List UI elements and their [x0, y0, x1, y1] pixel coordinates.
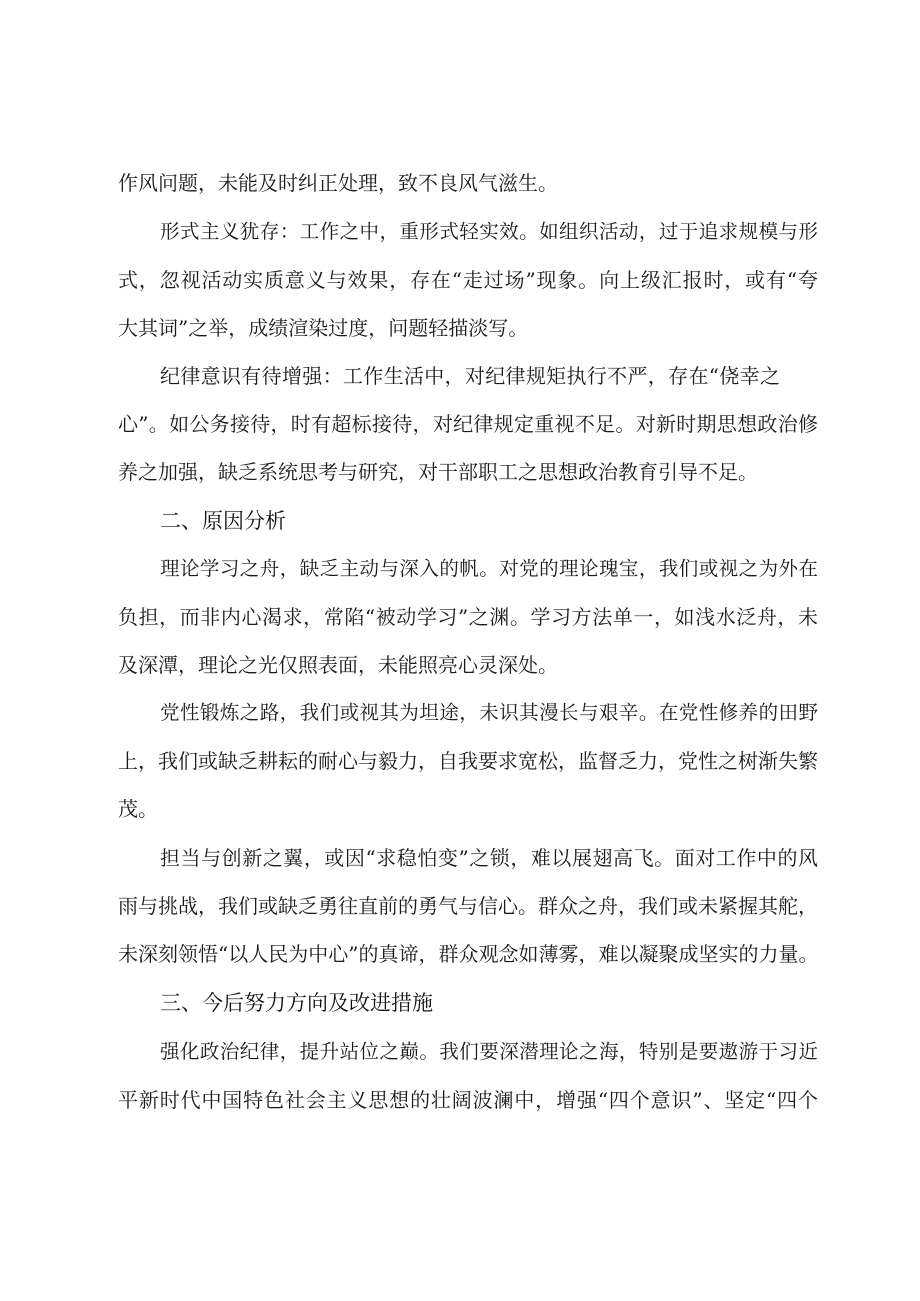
- paragraph-line: 未深刻领悟“以人民为中心”的真谛，群众观念如薄雾，难以凝聚成坚实的力量。: [118, 942, 819, 966]
- paragraph-line: 担当与创新之翼，或因“求稳怕变”之锁，难以展翅高飞。面对工作中的风: [160, 846, 818, 870]
- section-heading: 三、今后努力方向及改进措施: [160, 991, 433, 1015]
- paragraph-line: 茂。: [118, 797, 158, 821]
- paragraph-line: 负担，而非内心渴求，常陷“被动学习”之渊。学习方法单一，如浅水泛舟，未: [118, 605, 818, 629]
- paragraph-line: 强化政治纪律，提升站位之巅。我们要深潜理论之海，特别是要遨游于习近: [160, 1040, 818, 1063]
- paragraph-line: 雨与挑战，我们或缺乏勇往直前的勇气与信心。群众之舟，我们或未紧握其舵，: [118, 894, 818, 918]
- section-heading: 二、原因分析: [160, 509, 286, 533]
- paragraph-line: 形式主义犹存：工作之中，重形式轻实效。如组织活动，过于追求规模与形: [160, 220, 818, 243]
- paragraph-line: 养之加强，缺乏系统思考与研究，对干部职工之思想政治教育引导不足。: [118, 460, 758, 484]
- paragraph-line: 上，我们或缺乏耕耘的耐心与毅力，自我要求宽松，监督乏力，党性之树渐失繁: [118, 749, 818, 773]
- paragraph-line: 及深潭，理论之光仅照表面，未能照亮心灵深处。: [118, 653, 558, 677]
- paragraph-line: 大其词”之举，成绩渲染过度，问题轻描淡写。: [118, 316, 529, 340]
- paragraph-line: 式，忽视活动实质意义与效果，存在“走过场”现象。向上级汇报时，或有“夸: [118, 268, 818, 292]
- paragraph-line: 作风问题，未能及时纠正处理，致不良风气滋生。: [118, 171, 558, 195]
- paragraph-line: 心”。如公务接待，时有超标接待，对纪律规定重视不足。对新时期思想政治修: [118, 412, 818, 436]
- paragraph-line: 理论学习之舟，缺乏主动与深入的帆。对党的理论瑰宝，我们或视之为外在: [160, 557, 818, 580]
- paragraph-line: 纪律意识有待增强：工作生活中，对纪律规矩执行不严，存在“侥幸之: [160, 364, 780, 388]
- paragraph-line: 平新时代中国特色社会主义思想的壮阔波澜中，增强“四个意识”、坚定“四个: [118, 1088, 818, 1112]
- paragraph-line: 党性锻炼之路，我们或视其为坦途，未识其漫长与艰辛。在党性修养的田野: [160, 701, 818, 724]
